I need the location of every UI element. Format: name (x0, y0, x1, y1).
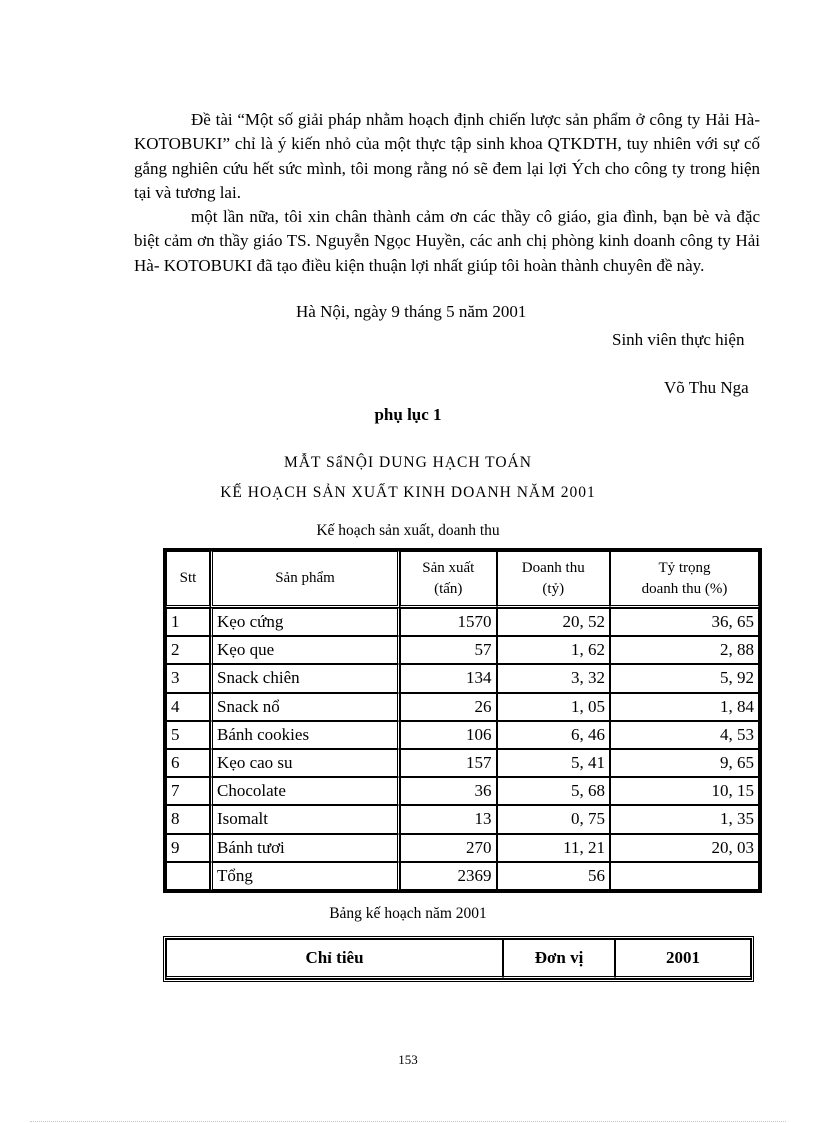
cell-revenue: 5, 68 (497, 777, 610, 805)
cell-share: 1, 84 (610, 693, 759, 721)
cell-stt (166, 862, 210, 890)
page-bottom-divider (30, 1121, 786, 1122)
table-header-row (166, 939, 751, 979)
cell-product: Chocolate (210, 777, 400, 805)
table-row (166, 805, 759, 833)
cell-revenue: 0, 75 (497, 805, 610, 833)
cell-production: 134 (400, 664, 497, 692)
cell-production: 13 (400, 805, 497, 833)
cell-share: 1, 35 (610, 805, 759, 833)
table-row (166, 664, 759, 692)
cell-revenue: 56 (497, 862, 610, 890)
table-row (166, 777, 759, 805)
appendix-subtitle-1: MẪT SẩNỘI DUNG HẠCH TOÁN (284, 454, 532, 471)
header-stt: Stt (166, 551, 210, 608)
table-row (166, 721, 759, 749)
cell-product: Bánh tươi (210, 834, 400, 862)
cell-production: 270 (400, 834, 497, 862)
cell-stt: 7 (166, 777, 210, 805)
header-share-unit: doanh thu (%) (641, 580, 728, 597)
cell-production: 2369 (400, 862, 497, 890)
table-total-row (166, 862, 759, 890)
appendix-subtitle-2: KẾ HOẠCH SẢN XUẤT KINH DOANH NĂM 2001 (220, 484, 596, 501)
cell-production: 157 (400, 749, 497, 777)
cell-stt: 9 (166, 834, 210, 862)
cell-revenue: 3, 32 (497, 664, 610, 692)
header-revenue-label: Doanh thu (521, 559, 585, 576)
table2-caption: Bảng kế hoạch năm 2001 (329, 905, 487, 922)
cell-production: 106 (400, 721, 497, 749)
header-year: 2001 (615, 939, 751, 979)
header-production (400, 551, 497, 608)
table-header-row (166, 551, 759, 608)
cell-share: 4, 53 (610, 721, 759, 749)
cell-share: 5, 92 (610, 664, 759, 692)
cell-stt: 5 (166, 721, 210, 749)
cell-production: 1570 (400, 608, 497, 636)
paragraph-2: một lần nữa, tôi xin chân thành cảm ơn các thầy cô giáo, gia đình, bạn bè và đặc biệt cảm ơn thầy giáo TS. Nguyễn Ngọc Huyền, các anh chị phòng kinh doanh công ty Hải Hà- KOTOBUKI đã tạo điều kiện thuận lợi nhất giúp tôi hoàn thành chuyên đề này. (134, 207, 760, 275)
header-indicator: Chỉ tiêu (166, 939, 503, 979)
cell-product: Snack chiên (210, 664, 400, 692)
cell-stt: 1 (166, 608, 210, 636)
table-row (166, 608, 759, 636)
cell-revenue: 1, 05 (497, 693, 610, 721)
header-product: Sản phẩm (210, 551, 400, 608)
cell-share: 20, 03 (610, 834, 759, 862)
cell-product: Tổng (210, 862, 400, 890)
header-revenue-unit: (tỷ) (542, 580, 565, 597)
cell-product: Isomalt (210, 805, 400, 833)
cell-stt: 3 (166, 664, 210, 692)
paragraph-1: Đề tài “Một số giải pháp nhằm hoạch định chiến lược sản phẩm ở công ty Hải Hà- KOTOBUKI” chỉ là ý kiến nhỏ của một thực tập sinh khoa QTKDTH, tuy nhiên với sự cố gắng nghiên cứu hết sức mình, tôi mong rằng nó sẽ đem lại lợi Ých cho công ty trong hiện tại và tương lai. (134, 110, 760, 202)
header-share-label: Tỷ trọng (658, 559, 711, 576)
signature-role: Sinh viên thực hiện (612, 330, 745, 349)
cell-stt: 2 (166, 636, 210, 664)
cell-share: 36, 65 (610, 608, 759, 636)
table-row (166, 636, 759, 664)
table1-caption: Kế hoạch sản xuất, doanh thu (316, 522, 500, 539)
date-line: Hà Nội, ngày 9 tháng 5 năm 2001 (296, 302, 527, 321)
table-row (166, 693, 759, 721)
cell-stt: 8 (166, 805, 210, 833)
cell-share: 9, 65 (610, 749, 759, 777)
cell-share: 2, 88 (610, 636, 759, 664)
signature-name: Võ Thu Nga (664, 378, 749, 397)
cell-product: Bánh cookies (210, 721, 400, 749)
cell-stt: 6 (166, 749, 210, 777)
cell-revenue: 11, 21 (497, 834, 610, 862)
cell-share: 10, 15 (610, 777, 759, 805)
table-row (166, 749, 759, 777)
cell-product: Kẹo que (210, 636, 400, 664)
header-production-label: Sản xuất (422, 559, 475, 576)
cell-revenue: 6, 46 (497, 721, 610, 749)
cell-revenue: 1, 62 (497, 636, 610, 664)
appendix-title: phụ lục 1 (374, 405, 442, 424)
cell-product: Snack nổ (210, 693, 400, 721)
cell-production: 26 (400, 693, 497, 721)
header-revenue (497, 551, 610, 608)
cell-revenue: 20, 52 (497, 608, 610, 636)
annual-plan-table (163, 936, 754, 982)
cell-production: 57 (400, 636, 497, 664)
page-number: 153 (398, 1052, 418, 1067)
cell-production: 36 (400, 777, 497, 805)
table-row (166, 834, 759, 862)
cell-share (610, 862, 759, 890)
header-production-unit: (tấn) (434, 580, 463, 597)
cell-product: Kẹo cao su (210, 749, 400, 777)
production-revenue-table (163, 548, 762, 893)
cell-revenue: 5, 41 (497, 749, 610, 777)
header-share (610, 551, 759, 608)
cell-product: Kẹo cứng (210, 608, 400, 636)
header-unit: Đơn vị (503, 939, 615, 979)
cell-stt: 4 (166, 693, 210, 721)
